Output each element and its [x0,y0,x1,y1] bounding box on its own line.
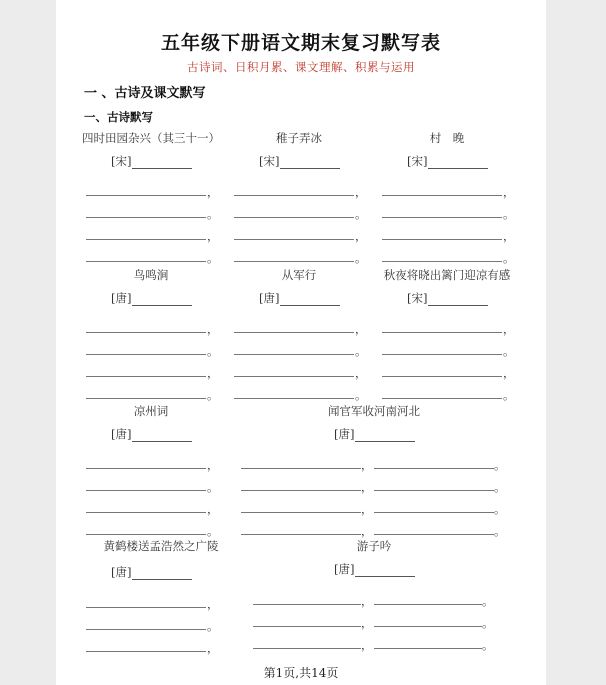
punctuation-mark: ， [207,458,219,472]
punctuation-mark: ， [361,502,373,516]
answer-line[interactable] [241,490,361,491]
answer-line[interactable] [382,354,502,355]
punctuation-mark: ， [355,229,367,243]
punctuation-mark: ， [503,322,515,336]
answer-line[interactable] [234,217,354,218]
punctuation-mark: 。 [482,638,494,652]
answer-line[interactable] [86,354,206,355]
punctuation-mark: 。 [494,524,506,538]
punctuation-mark: ， [503,185,515,199]
answer-line[interactable] [382,332,502,333]
poem-title: 游子吟 [356,539,392,553]
punctuation-mark: ， [207,597,219,611]
punctuation-mark: ， [355,185,367,199]
poem-title: 黄鹤楼送孟浩然之广陵 [103,539,219,553]
dynasty-label: [宋] [407,154,428,168]
answer-line[interactable] [86,534,206,535]
punctuation-mark: 。 [503,251,515,265]
poem-title: 从军行 [281,268,317,282]
author-blank[interactable] [355,430,415,442]
poem-title: 四时田园杂兴（其三十一） [82,131,220,145]
punctuation-mark: ， [503,229,515,243]
author-blank[interactable] [132,294,192,306]
answer-line[interactable] [374,490,494,491]
author-blank[interactable] [280,294,340,306]
punctuation-mark: ， [207,322,219,336]
answer-line[interactable] [382,376,502,377]
poem-title: 村 晚 [429,131,465,145]
author-blank[interactable] [355,565,415,577]
page-footer: 第1页,共14页 [263,666,339,680]
punctuation-mark: 。 [482,616,494,630]
dynasty-label: [宋] [259,154,280,168]
answer-line[interactable] [234,332,354,333]
sub-heading: 一、古诗默写 [84,110,153,124]
poem-title: 稚子弄冰 [276,131,322,145]
punctuation-mark: 。 [355,344,367,358]
answer-line[interactable] [374,648,482,649]
punctuation-mark: ， [207,229,219,243]
author-blank[interactable] [132,430,192,442]
dynasty-label: [唐] [334,427,355,441]
answer-line[interactable] [234,376,354,377]
punctuation-mark: 。 [207,619,219,633]
author-blank[interactable] [428,157,488,169]
answer-line[interactable] [382,217,502,218]
page-title: 五年级下册语文期末复习默写表 [160,32,441,54]
answer-line[interactable] [374,534,494,535]
answer-line[interactable] [253,604,361,605]
punctuation-mark: 。 [207,344,219,358]
punctuation-mark: ， [207,366,219,380]
answer-line[interactable] [86,629,206,630]
punctuation-mark: ， [361,638,373,652]
punctuation-mark: 。 [355,207,367,221]
dynasty-label: [唐] [111,427,132,441]
answer-line[interactable] [86,376,206,377]
poem-title: 秋夜将晓出篱门迎凉有感 [383,268,511,282]
answer-line[interactable] [374,468,494,469]
answer-line[interactable] [86,468,206,469]
punctuation-mark: 。 [494,480,506,494]
poem-title: 闻官军收河南河北 [328,404,420,418]
punctuation-mark: ， [361,594,373,608]
author-blank[interactable] [428,294,488,306]
answer-line[interactable] [374,604,482,605]
answer-line[interactable] [374,626,482,627]
punctuation-mark: 。 [355,251,367,265]
answer-line[interactable] [253,626,361,627]
punctuation-mark: 。 [207,207,219,221]
punctuation-mark: 。 [494,458,506,472]
answer-line[interactable] [234,398,354,399]
answer-line[interactable] [86,332,206,333]
dynasty-label: [宋] [407,291,428,305]
dynasty-label: [唐] [111,565,132,579]
punctuation-mark: ， [355,322,367,336]
poem-dynasty [111,290,192,306]
document-page [56,0,546,685]
punctuation-mark: 。 [207,388,219,402]
punctuation-mark: ， [207,185,219,199]
answer-line[interactable] [382,195,502,196]
answer-line[interactable] [86,398,206,399]
punctuation-mark: ， [361,480,373,494]
answer-line[interactable] [86,607,206,608]
punctuation-mark: 。 [503,344,515,358]
poem-dynasty [334,561,415,577]
poem-dynasty [111,564,192,580]
punctuation-mark: 。 [482,594,494,608]
poem-title: 鸟鸣涧 [133,268,169,282]
punctuation-mark: 。 [494,502,506,516]
poem-dynasty [259,290,340,306]
answer-line[interactable] [86,512,206,513]
poem-dynasty [111,153,192,169]
answer-line[interactable] [86,217,206,218]
punctuation-mark: 。 [355,388,367,402]
answer-line[interactable] [234,354,354,355]
author-blank[interactable] [280,157,340,169]
answer-line[interactable] [382,239,502,240]
punctuation-mark: ， [361,524,373,538]
answer-line[interactable] [86,651,206,652]
answer-line[interactable] [86,261,206,262]
punctuation-mark: ， [361,616,373,630]
answer-line[interactable] [234,261,354,262]
answer-line[interactable] [241,468,361,469]
answer-line[interactable] [253,648,361,649]
punctuation-mark: 。 [503,207,515,221]
dynasty-label: [唐] [334,562,355,576]
dynasty-label: [唐] [259,291,280,305]
answer-line[interactable] [241,534,361,535]
poem-dynasty [334,426,415,442]
answer-line[interactable] [241,512,361,513]
answer-line[interactable] [382,398,502,399]
poem-title: 凉州词 [133,404,169,418]
dynasty-label: [宋] [111,154,132,168]
answer-line[interactable] [86,239,206,240]
author-blank[interactable] [132,157,192,169]
punctuation-mark: 。 [207,480,219,494]
poem-dynasty [259,153,340,169]
answer-line[interactable] [234,195,354,196]
page-subtitle: 古诗词、日积月累、课文理解、积累与运用 [187,60,415,74]
answer-line[interactable] [86,195,206,196]
punctuation-mark: ， [207,502,219,516]
dynasty-label: [唐] [111,291,132,305]
punctuation-mark: 。 [207,524,219,538]
poem-dynasty [111,426,192,442]
answer-line[interactable] [374,512,494,513]
poem-dynasty [407,153,488,169]
punctuation-mark: ， [503,366,515,380]
punctuation-mark: 。 [207,251,219,265]
punctuation-mark: 。 [503,388,515,402]
answer-line[interactable] [86,490,206,491]
punctuation-mark: ， [355,366,367,380]
section-heading: 一 、古诗及课文默写 [84,86,206,101]
author-blank[interactable] [132,568,192,580]
poem-dynasty [407,290,488,306]
punctuation-mark: ， [207,641,219,655]
answer-line[interactable] [382,261,502,262]
answer-line[interactable] [234,239,354,240]
punctuation-mark: ， [361,458,373,472]
